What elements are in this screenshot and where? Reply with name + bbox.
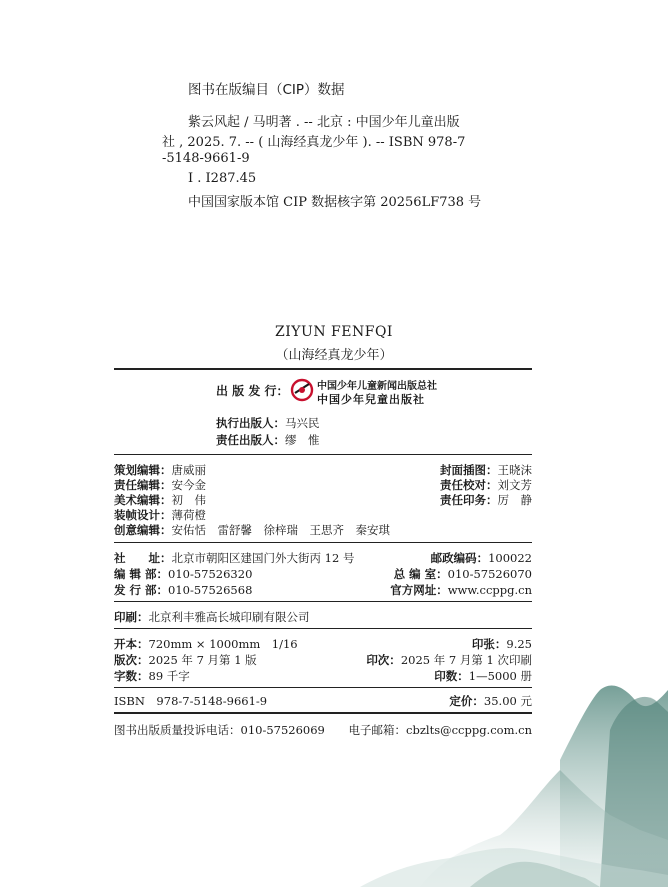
staff-creative-row <box>114 522 390 538</box>
website-link[interactable]: www.ccppg.cn <box>447 583 532 597</box>
address-value: 北京市朝阳区建国门外大街丙 12 号 <box>171 551 355 565</box>
cip-line-1: 紫云风起 / 马明著 . -- 北京 : 中国少年儿童出版 <box>188 115 460 130</box>
staff-editor-row <box>114 477 206 493</box>
divider-5 <box>114 687 532 688</box>
staff-proof-row <box>440 477 532 493</box>
divider-top <box>114 368 532 370</box>
sheets-row <box>472 636 532 652</box>
postcode-row <box>431 550 532 566</box>
distribution-value: 010-57526568 <box>168 583 253 597</box>
price-row <box>449 693 532 709</box>
book-pinyin-title: ZIYUN FENFQI <box>275 324 393 340</box>
staff-label: 责任校对： <box>440 478 498 492</box>
edition-row <box>114 652 257 668</box>
website-label: 官方网址： <box>390 583 448 597</box>
editorial-value: 010-57526320 <box>168 567 253 581</box>
editorial-row <box>114 566 252 582</box>
address-label: 社 址： <box>114 551 172 565</box>
email-row <box>349 722 532 738</box>
staff-label: 美术编辑： <box>114 493 172 507</box>
staff-art-row <box>114 492 206 508</box>
cip-line-5: 中国国家版本馆 CIP 数据核字第 20256LF738 号 <box>188 195 482 210</box>
impression-row <box>366 652 532 668</box>
staff-value: 刘文芳 <box>497 478 532 492</box>
divider-bottom <box>114 712 532 714</box>
chief-office-label: 总 编 室： <box>393 567 448 581</box>
exec-publisher-row <box>216 415 320 431</box>
printing-value: 北京利丰雅高长城印刷有限公司 <box>148 610 310 624</box>
postcode-label: 邮政编码： <box>430 551 489 565</box>
staff-label: 责任编辑： <box>114 478 172 492</box>
words-value: 89 千字 <box>148 669 190 683</box>
staff-planning-row <box>114 462 206 478</box>
staff-label: 责任印务： <box>440 493 498 507</box>
edition-label: 版次： <box>114 653 149 667</box>
email-label: 电子邮箱： <box>348 723 407 737</box>
words-row <box>114 668 190 684</box>
staff-label: 创意编辑： <box>114 523 172 537</box>
chief-office-row <box>394 566 532 582</box>
price-value: 35.00 元 <box>483 694 532 708</box>
cip-heading: 图书在版编目（CIP）数据 <box>188 82 345 98</box>
words-label: 字数： <box>114 669 149 683</box>
chief-office-value: 010-57526070 <box>447 567 532 581</box>
price-label: 定价： <box>449 694 484 708</box>
complaint-phone: 010-57526069 <box>240 723 325 737</box>
complaint-row <box>114 722 325 738</box>
copies-value: 1—5000 册 <box>468 669 532 683</box>
editorial-label: 编 辑 部： <box>114 567 169 581</box>
printing-row <box>114 609 310 625</box>
printing-label: 印刷： <box>114 610 149 624</box>
resp-publisher-label: 责任出版人： <box>216 433 285 447</box>
staff-label: 封面插图： <box>440 463 498 477</box>
impression-label: 印次： <box>366 653 401 667</box>
cip-line-2: 社 , 2025. 7. -- ( 山海经真龙少年 ). -- ISBN 978-7 <box>162 135 466 150</box>
cip-line-3: -5148-9661-9 <box>162 151 250 166</box>
divider-4 <box>114 628 532 629</box>
divider-1 <box>114 454 532 455</box>
staff-label: 装帧设计： <box>114 508 172 522</box>
staff-value: 厉 静 <box>497 493 532 507</box>
impression-value: 2025 年 7 月第 1 次印刷 <box>400 653 532 667</box>
copies-row <box>434 668 532 684</box>
edition-value: 2025 年 7 月第 1 版 <box>148 653 257 667</box>
staff-design-row <box>114 507 206 523</box>
distribution-row <box>114 582 252 598</box>
staff-value: 初 伟 <box>171 493 206 507</box>
staff-print-row <box>440 492 532 508</box>
format-label: 开本： <box>114 637 149 651</box>
staff-value: 唐威丽 <box>171 463 206 477</box>
exec-publisher-value: 马兴民 <box>285 416 320 430</box>
publisher-label: 出 版 发 行： <box>216 384 289 398</box>
staff-label: 策划编辑： <box>114 463 172 477</box>
isbn-value: ISBN 978-7-5148-9661-9 <box>114 694 268 708</box>
publisher-logo-icon <box>290 378 314 402</box>
sheets-label: 印张： <box>471 637 507 651</box>
resp-publisher-value: 缪 惟 <box>285 433 320 447</box>
staff-value: 安今金 <box>171 478 206 492</box>
postcode-value: 100022 <box>488 551 532 565</box>
staff-cover-row <box>440 462 532 478</box>
cip-line-4: Ⅰ . I287.45 <box>188 171 257 186</box>
resp-publisher-row <box>216 432 320 448</box>
book-series-title: （山海经真龙少年） <box>275 348 393 363</box>
distribution-label: 发 行 部： <box>114 583 169 597</box>
format-value: 720mm × 1000mm 1/16 <box>148 637 298 651</box>
divider-2 <box>114 542 532 543</box>
website-row <box>390 582 532 598</box>
staff-value: 王晓沫 <box>497 463 532 477</box>
publisher-name-1: 中国少年儿童新闻出版总社 <box>317 381 437 392</box>
copies-label: 印数： <box>434 669 469 683</box>
email-link[interactable]: cbzlts@ccppg.com.cn <box>406 723 532 737</box>
staff-value: 安佑恬 雷舒馨 徐梓瑞 王思齐 秦安琪 <box>171 523 390 537</box>
address-row <box>114 550 354 566</box>
exec-publisher-label: 执行出版人： <box>216 416 285 430</box>
format-row <box>114 636 298 652</box>
sheets-value: 9.25 <box>506 637 532 651</box>
publisher-name-2: 中国少年兒童出版社 <box>317 393 425 406</box>
complaint-label: 图书出版质量投诉电话： <box>114 723 241 737</box>
staff-value: 薄荷橙 <box>171 508 206 522</box>
divider-3 <box>114 601 532 602</box>
